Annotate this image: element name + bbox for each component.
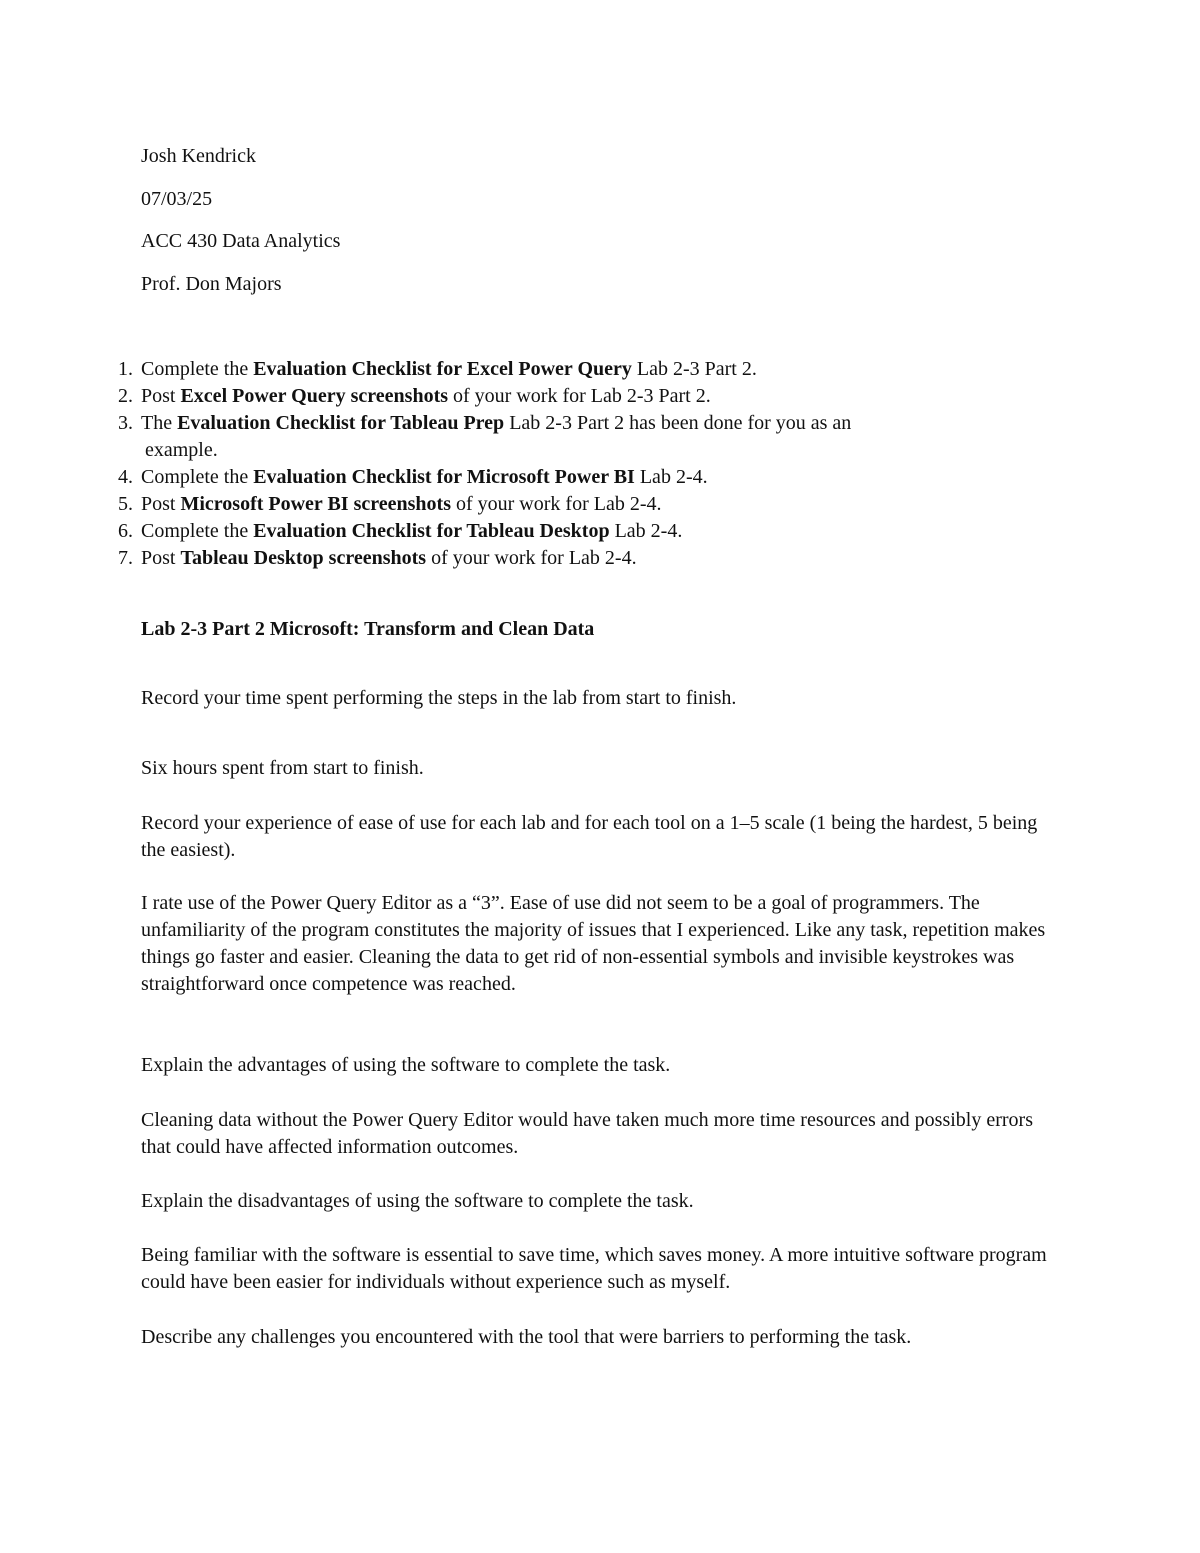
answer-disadvantages: Being familiar with the software is essential to save time, which saves money. A more intuitive software program could have been easier for individuals without experience such as myself. — [141, 1244, 1047, 1293]
list-item — [118, 518, 1078, 545]
list-item-bold: Excel Power Query screenshots — [180, 385, 449, 407]
list-item-number: 3. — [118, 412, 133, 434]
list-item-text: Lab 2-4. — [609, 520, 683, 542]
list-item-bold: Tableau Desktop screenshots — [180, 547, 427, 569]
list-item — [118, 545, 1078, 572]
professor-name: Prof. Don Majors — [141, 272, 282, 295]
question-challenges: Describe any challenges you encountered with the tool that were barriers to performing the task. — [141, 1326, 912, 1348]
list-item-text: Lab 2-3 Part 2. — [631, 358, 757, 380]
answer-advantages: Cleaning data without the Power Query Editor would have taken much more time resources and possibly errors that could have affected information outcomes. — [141, 1109, 1033, 1158]
list-item-number: 2. — [118, 385, 133, 407]
list-item-text: Post — [141, 385, 181, 407]
list-item-text: Complete the — [141, 466, 254, 488]
list-item-text: of your work for Lab 2-3 Part 2. — [448, 385, 711, 407]
task-list — [118, 356, 1078, 572]
list-item-number: 5. — [118, 493, 133, 515]
list-item-bold: Evaluation Checklist for Tableau Prep — [177, 412, 505, 434]
list-item — [118, 491, 1078, 518]
list-item-number: 7. — [118, 547, 133, 569]
question-time: Record your time spent performing the steps in the lab from start to finish. — [141, 687, 737, 709]
list-item-bold: Microsoft Power BI screenshots — [180, 493, 451, 515]
list-item-number: 6. — [118, 520, 133, 542]
list-item-text: of your work for Lab 2-4. — [450, 493, 662, 515]
answer-time: Six hours spent from start to finish. — [141, 757, 424, 779]
section-heading: Lab 2-3 Part 2 Microsoft: Transform and Clean Data — [141, 618, 595, 640]
list-item-text: Lab 2-3 Part 2 has been done for you as an — [504, 412, 852, 434]
list-item-number: 1. — [118, 358, 133, 380]
list-item-text: The — [141, 412, 178, 434]
list-item-continuation: example. — [145, 439, 218, 461]
question-disadvantages: Explain the disadvantages of using the software to complete the task. — [141, 1190, 694, 1212]
list-item — [118, 383, 1078, 410]
list-item — [118, 464, 1078, 491]
list-item-text: Post — [141, 547, 181, 569]
list-item — [118, 356, 1078, 383]
list-item-bold: Evaluation Checklist for Tableau Desktop — [253, 520, 610, 542]
list-item-text: Lab 2-4. — [634, 466, 708, 488]
answer-ease: I rate use of the Power Query Editor as a “3”. Ease of use did not seem to be a goal of programmers. The unfamiliarity of the program constitutes the majority of issues that I experienced. Like any task, repetition makes things go faster and easier. Cleaning the data to get rid of non-essential symbols and invisible keystrokes was straightforward once competence was reached. — [141, 892, 1046, 995]
list-item-text: Complete the — [141, 358, 254, 380]
question-ease: Record your experience of ease of use for each lab and for each tool on a 1–5 scale (1 being the hardest, 5 being the easiest). — [141, 812, 1038, 861]
list-item-bold: Evaluation Checklist for Microsoft Power BI — [253, 466, 635, 488]
list-item-number: 4. — [118, 466, 133, 488]
list-item — [118, 410, 1078, 464]
course-name: ACC 430 Data Analytics — [141, 230, 341, 252]
list-item-text: Complete the — [141, 520, 254, 542]
list-item-bold: Evaluation Checklist for Excel Power Query — [253, 358, 632, 380]
list-item-text: of your work for Lab 2-4. — [426, 547, 637, 569]
student-name: Josh Kendrick — [141, 145, 256, 167]
list-item-text: Post — [141, 493, 181, 515]
question-advantages: Explain the advantages of using the software to complete the task. — [141, 1054, 671, 1076]
document-header — [141, 143, 340, 313]
document-date: 07/03/25 — [141, 187, 213, 210]
